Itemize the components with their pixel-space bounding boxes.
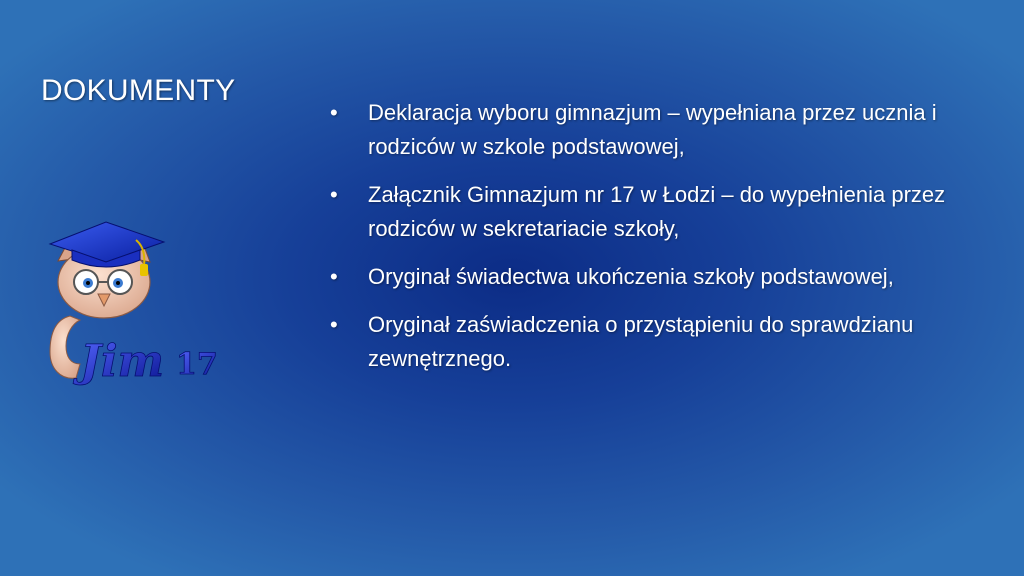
- owl-graduate-icon: [36, 216, 226, 386]
- bullet-item: [330, 308, 950, 376]
- bullet-text: Deklaracja wyboru gimnazjum – wypełniana przez ucznia i rodziców w szkole podstawowej,: [368, 100, 937, 159]
- bullet-item: [330, 96, 950, 164]
- bullet-item: [330, 178, 950, 246]
- bullet-text: Oryginał świadectwa ukończenia szkoły podstawowej,: [368, 264, 894, 289]
- svg-text:17: 17: [176, 347, 218, 382]
- bullet-text: Załącznik Gimnazjum nr 17 w Łodzi – do wypełnienia przez rodziców w sekretariacie szkoły,: [368, 182, 946, 241]
- bullet-marker: •: [330, 312, 338, 337]
- bullet-marker: •: [330, 182, 338, 207]
- bullet-marker: •: [330, 100, 338, 125]
- bullet-marker: •: [330, 264, 338, 289]
- bullet-item: [330, 260, 950, 294]
- bullet-list: [330, 96, 950, 390]
- bullet-text: Oryginał zaświadczenia o przystąpieniu do sprawdzianu zewnętrznego.: [368, 312, 914, 371]
- school-logo: [36, 216, 226, 386]
- svg-text:Jim: Jim: [80, 336, 165, 386]
- slide-title: DOKUMENTY: [41, 74, 236, 107]
